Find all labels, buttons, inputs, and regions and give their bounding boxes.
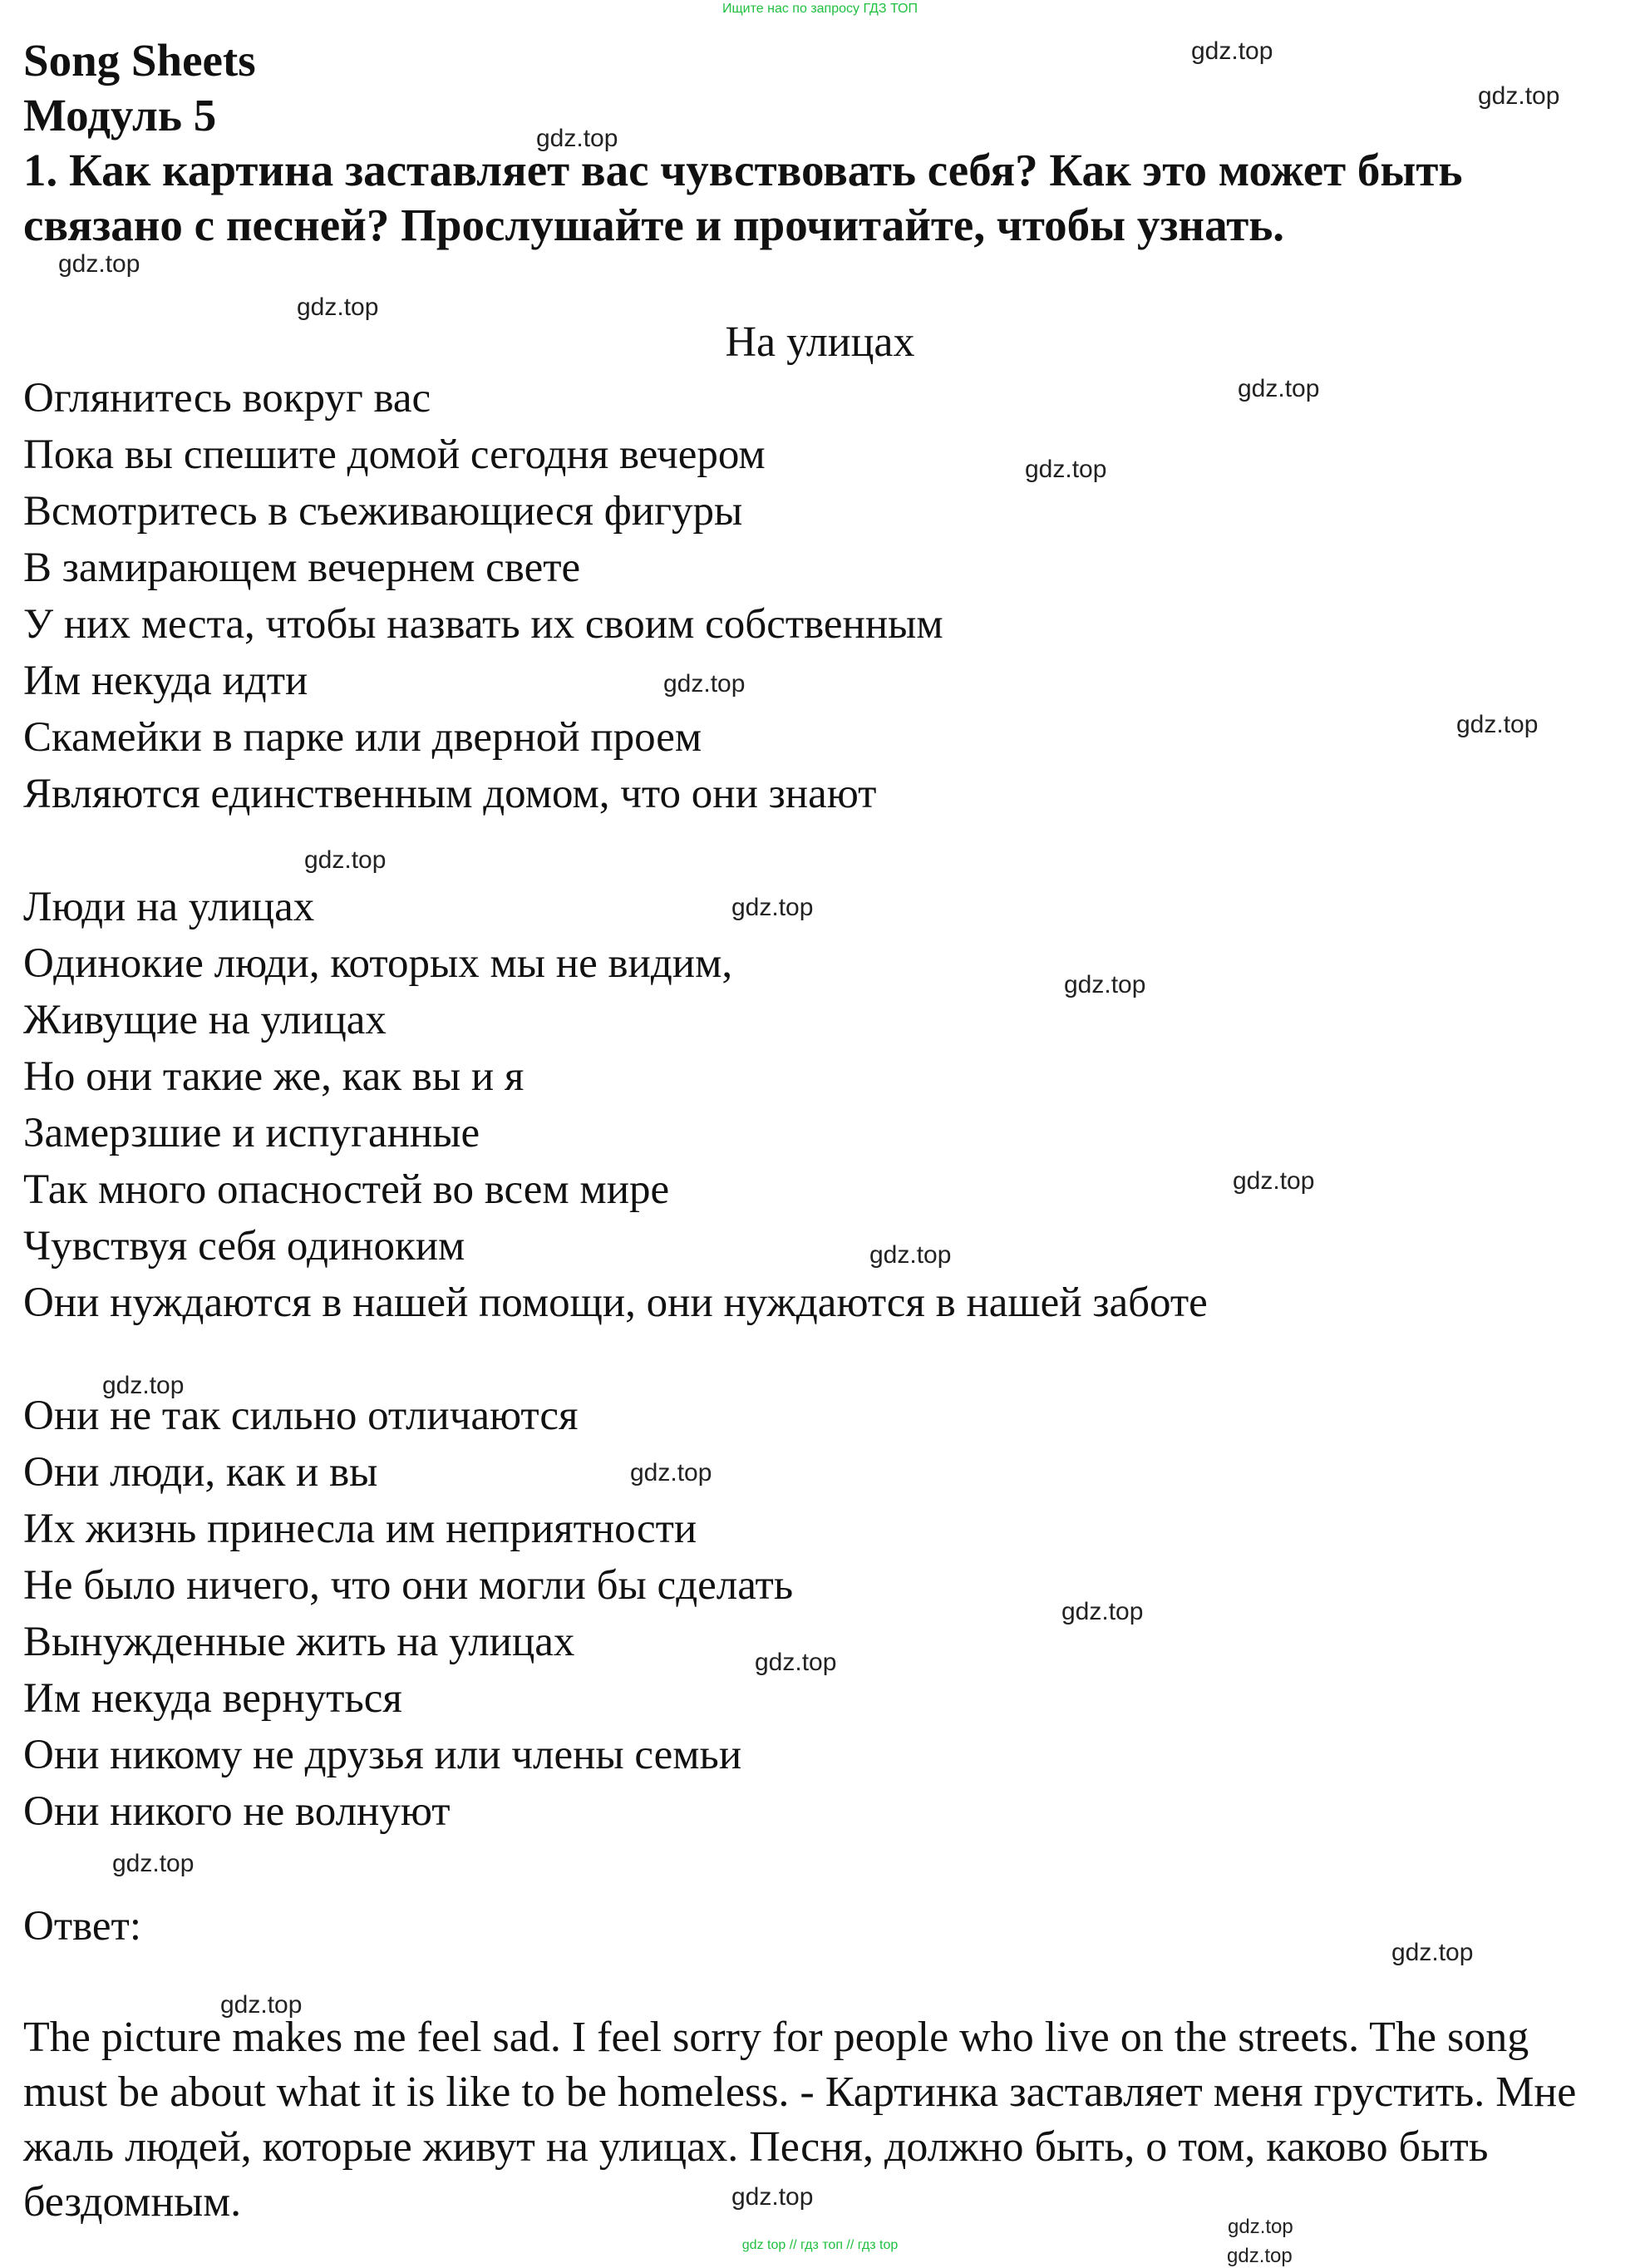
watermark: gdz.top — [1238, 375, 1320, 402]
song-line: Пока вы спешите домой сегодня вечером — [23, 431, 766, 478]
watermark: gdz.top — [630, 1459, 712, 1487]
song-line: Скамейки в парке или дверной проем — [23, 714, 702, 761]
watermark: gdz.top — [220, 1991, 303, 2019]
top-note: Ищите нас по запросу ГДЗ ТОП — [722, 2, 918, 16]
song-line: Являются единственным домом, что они знают — [23, 771, 877, 817]
watermark: gdz.top — [1228, 2216, 1293, 2238]
watermark: gdz.top — [304, 846, 387, 874]
watermark: gdz.top — [1061, 1598, 1144, 1625]
watermark: gdz.top — [536, 125, 618, 152]
song-line: Им некуда вернуться — [23, 1675, 402, 1722]
watermark: gdz.top — [297, 293, 379, 321]
song-title: На улицах — [725, 318, 915, 366]
watermark: gdz.top — [102, 1372, 185, 1399]
song-line: Их жизнь принесла им неприятности — [23, 1506, 697, 1552]
watermark: gdz.top — [869, 1241, 952, 1269]
watermark: gdz.top — [112, 1850, 195, 1877]
watermark: gdz.top — [1391, 1939, 1474, 1966]
watermark: gdz.top — [755, 1649, 837, 1676]
answer-label: Ответ: — [23, 1903, 141, 1950]
question-text: 1. Как картина заставляет вас чувствовать себя? Как это может быть связано с песней? Прослушайте и прочитайте, чтобы узнать. — [23, 145, 1463, 250]
song-line: Им некуда идти — [23, 658, 308, 704]
module-title: Модуль 5 — [23, 90, 217, 141]
song-line: Они люди, как и вы — [23, 1449, 378, 1496]
watermark: gdz.top — [1191, 37, 1273, 65]
watermark: gdz.top — [663, 670, 746, 698]
answer-text: The picture makes me feel sad. I feel sorry for people who live on the streets. The song must be about what it is like to be homeless. - Картинка заставляет меня грустить. Мне жаль людей, которые живут на улицах. Песня, должно быть, о том, каково быть бездомным. — [23, 2014, 1577, 2226]
watermark: gdz.top — [731, 2183, 814, 2211]
song-line: Они никого не волнуют — [23, 1788, 451, 1835]
song-line: Люди на улицах — [23, 884, 315, 930]
song-line: У них места, чтобы назвать их своим собственным — [23, 601, 943, 648]
song-line: В замирающем вечернем свете — [23, 545, 581, 591]
song-line: Чувствуя себя одиноким — [23, 1223, 465, 1270]
watermark: gdz.top — [731, 894, 814, 921]
watermark: gdz.top — [1456, 711, 1539, 738]
song-line: Но они такие же, как вы и я — [23, 1053, 525, 1100]
watermark: gdz.top — [1227, 2245, 1293, 2267]
song-line: Живущие на улицах — [23, 997, 387, 1043]
song-line: Оглянитесь вокруг вас — [23, 375, 431, 422]
document-title: Song Sheets — [23, 35, 256, 86]
watermark: gdz.top — [1233, 1167, 1315, 1195]
song-line: Так много опасностей во всем мире — [23, 1166, 670, 1213]
watermark: gdz.top — [58, 250, 140, 278]
song-line: Замерзшие и испуганные — [23, 1110, 480, 1156]
song-line: Вынужденные жить на улицах — [23, 1619, 575, 1665]
song-line: Они не так сильно отличаются — [23, 1393, 579, 1439]
song-line: Они никому не друзья или члены семьи — [23, 1732, 742, 1778]
song-line: Они нуждаются в нашей помощи, они нуждаются в нашей заботе — [23, 1279, 1208, 1326]
song-line: Всмотритесь в съеживающиеся фигуры — [23, 488, 743, 535]
watermark: gdz.top — [1025, 456, 1107, 483]
song-line: Одинокие люди, которых мы не видим, — [23, 940, 733, 987]
watermark: gdz.top — [1064, 971, 1146, 998]
song-line: Не было ничего, что они могли бы сделать — [23, 1562, 794, 1609]
footer-note: gdz top // гдз топ // гдз top — [741, 2238, 899, 2252]
watermark: gdz.top — [1478, 82, 1560, 110]
